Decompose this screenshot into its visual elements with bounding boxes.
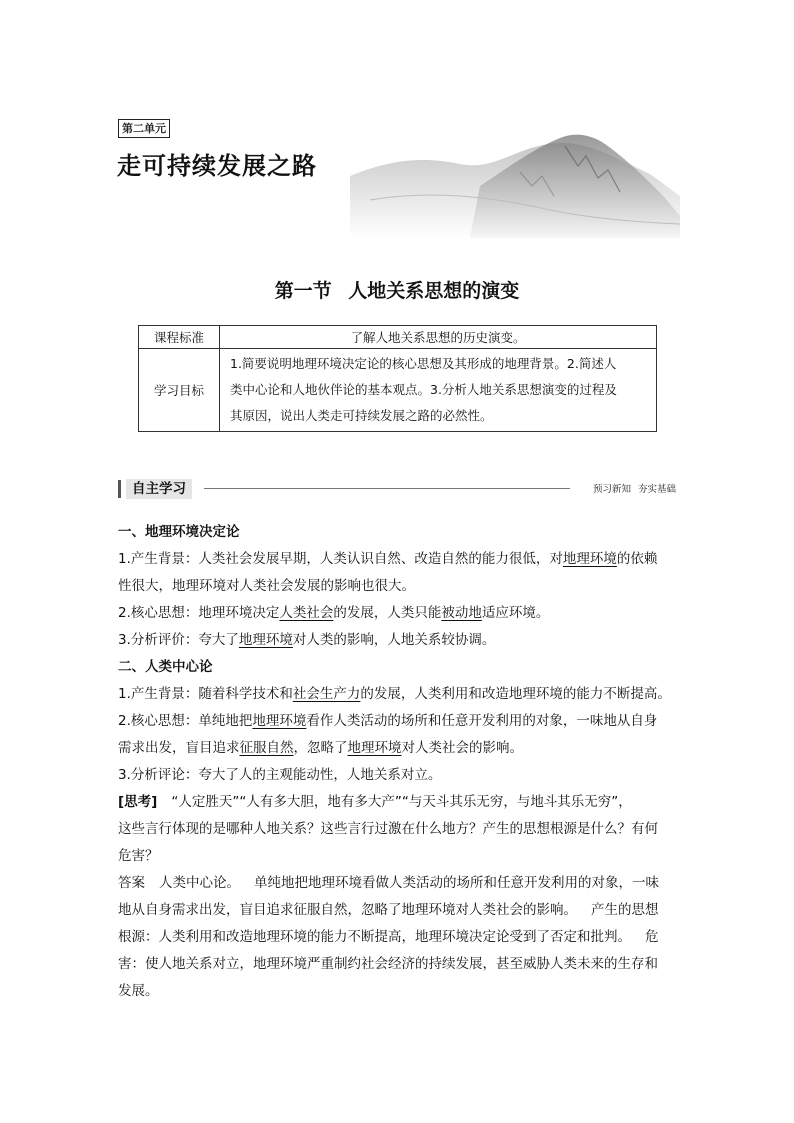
table-row — [139, 349, 657, 432]
band-label: 自主学习 — [126, 479, 192, 499]
paragraph: 2.核心思想：地理环境决定人类社会的发展，人类只能被动地适应环境。 — [118, 605, 550, 621]
section-title: 第一节 人地关系思想的演变 — [274, 280, 520, 302]
think-question: 这些言行体现的是哪种人地关系？这些言行过激在什么地方？产生的思想根源是什么？有何 — [118, 821, 658, 837]
paragraph: 性很大，地理环境对人类社会发展的影响也很大。 — [118, 578, 415, 594]
key-term: 被动地 — [441, 605, 482, 621]
key-term: 人类社会 — [279, 605, 334, 621]
standard-label: 课程标准 — [139, 326, 220, 349]
answer: 根源：人类利用和改造地理环境的能力不断提高，地理环境决定论受到了否定和批判。 危 — [118, 929, 659, 945]
paragraph: 1.产生背景：人类社会发展早期，人类认识自然、改造自然的能力很低，对地理环境的依赖 — [118, 551, 658, 567]
heading-anthropocentrism: 二、人类中心论 — [118, 659, 213, 675]
answer-tag: 答案 — [118, 875, 145, 891]
unit-tag: 第二单元 — [118, 119, 170, 138]
self-study-band — [118, 478, 678, 500]
key-term: 征服自然 — [239, 740, 294, 756]
objective-line: 1.简要说明地理环境决定论的核心思想及其形成的地理背景。2.简述人 — [230, 356, 617, 371]
band-slogan: 预习新知 夯实基础 — [592, 484, 676, 495]
objective-label: 学习目标 — [139, 349, 220, 432]
objective-line: 其原因，说出人类走可持续发展之路的必然性。 — [230, 408, 493, 423]
heading-determinism: 一、地理环境决定论 — [118, 524, 240, 540]
answer: 答案 人类中心论。 单纯地把地理环境看做人类活动的场所和任意开发利用的对象，一味 — [118, 875, 659, 891]
paragraph: 需求出发，盲目追求征服自然，忽略了地理环境对人类社会的影响。 — [118, 740, 523, 756]
mountain-ink-illustration — [350, 126, 680, 238]
think-question: [思考] “人定胜天”“人有多大胆，地有多大产”“与天斗其乐无穷，与地斗其乐无穷”， — [118, 794, 632, 810]
think-tag: [思考] — [118, 794, 158, 810]
paragraph: 3.分析评价：夸大了地理环境对人类的影响，人地关系较协调。 — [118, 632, 496, 648]
answer: 地从自身需求出发，盲目追求征服自然，忽略了地理环境对人类社会的影响。 产生的思想 — [118, 902, 659, 918]
paragraph: 2.核心思想：单纯地把地理环境看作人类活动的场所和任意开发利用的对象，一味地从自身 — [118, 713, 658, 729]
key-term: 地理环境 — [347, 740, 402, 756]
study-content — [118, 519, 688, 1005]
paragraph: 1.产生背景：随着科学技术和社会生产力的发展，人类利用和改造地理环境的能力不断提高。 — [118, 686, 671, 702]
paragraph: 3.分析评论：夸大了人的主观能动性，人地关系对立。 — [118, 767, 442, 783]
answer: 发展。 — [118, 983, 159, 999]
objective-line: 类中心论和人地伙伴论的基本观点。3.分析人地关系思想演变的过程及 — [230, 382, 617, 397]
key-term: 地理环境 — [562, 551, 617, 567]
band-accent-bar — [118, 480, 121, 498]
standard-value: 了解人地关系思想的历史演变。 — [220, 326, 657, 349]
table-row — [139, 326, 657, 349]
answer: 害：使人地关系对立，地理环境严重制约社会经济的持续发展，甚至威胁人类未来的生存和 — [118, 956, 658, 972]
unit-title: 走可持续发展之路 — [117, 152, 317, 180]
think-question: 危害？ — [118, 848, 159, 864]
band-divider — [204, 488, 570, 489]
course-standards-table — [138, 325, 657, 432]
objective-value — [220, 349, 657, 432]
key-term: 地理环境 — [238, 632, 293, 648]
key-term: 地理环境 — [252, 713, 307, 729]
key-term: 社会生产力 — [292, 686, 361, 702]
